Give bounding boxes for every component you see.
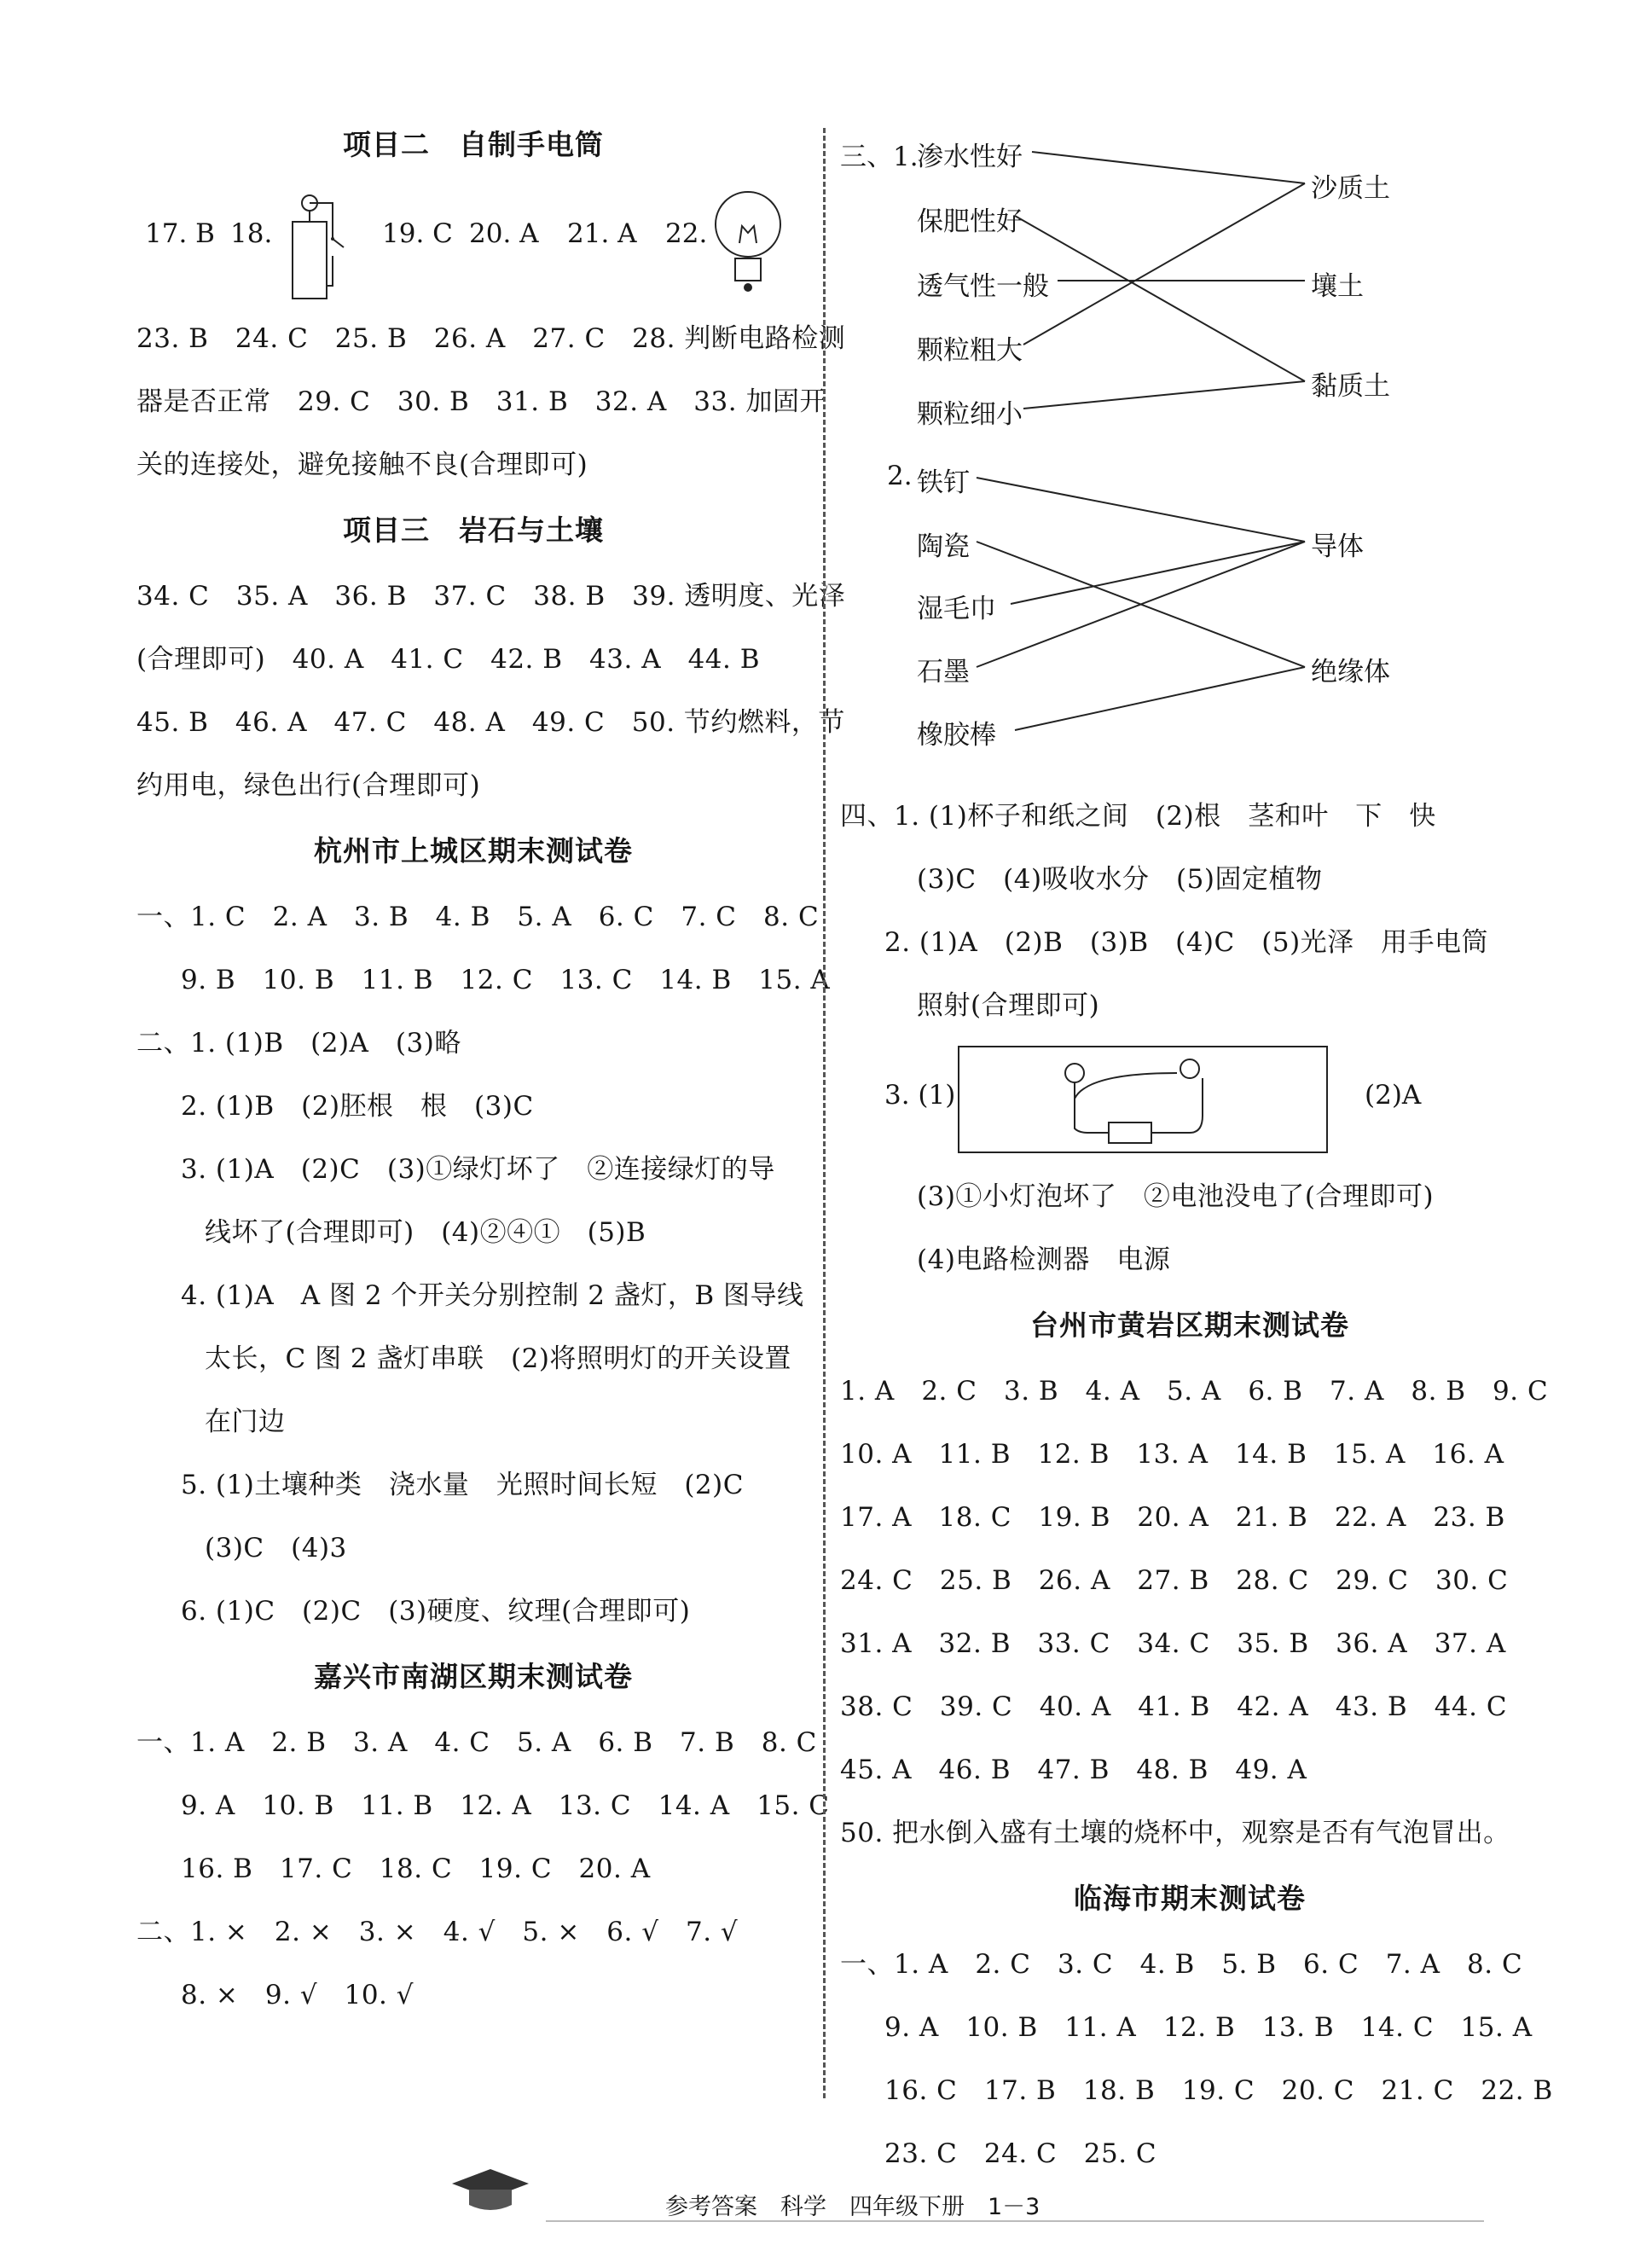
answer-line: 关的连接处，避免接触不良(合理即可) [136,450,588,480]
match-left-item: 湿毛巾 [917,594,996,624]
answer-line: 9. B 10. B 11. B 12. C 13. C 14. B 15. A [181,965,831,995]
answer-line: 34. C 35. A 36. B 37. C 38. B 39. 透明度、光泽 [136,581,846,612]
answer-line: 一、1. A 2. B 3. A 4. C 5. A 6. B 7. B 8. C [136,1727,817,1758]
section-heading-linhai: 临海市期末测试卷 [1074,1882,1306,1915]
answer-line: 3. (1)A (2)C (3)①绿灯坏了 ②连接绿灯的导 [181,1154,775,1185]
answer-line: 在门边 [205,1407,286,1437]
answer-line: 二、1. (1)B (2)A (3)略 [136,1028,461,1059]
section-heading-project2: 项目二 自制手电筒 [343,128,604,161]
answer-line: 2. (1)A (2)B (3)B (4)C (5)光泽 用手电筒 [884,927,1489,958]
match-left-item: 石墨 [917,657,970,687]
footer-rule [546,2220,1484,2222]
matching-soil: 三、1. 渗水性好 保肥性好 透气性一般 颗粒粗大 颗粒细小 沙质土 壤土 黏质土 [840,119,1539,461]
left-column [136,111,846,2027]
circuit-answer-row: 3. (1) (2)A [840,1037,1539,1165]
answer-line: (合理即可) 40. A 41. C 42. B 43. A 44. B [136,644,761,675]
match-right-item: 沙质土 [1311,173,1390,204]
footer-text: 参考答案 科学 四年级下册 1－3 [665,2194,1040,2220]
answer-line: 6. (1)C (2)C (3)硬度、纹理(合理即可) [181,1596,691,1627]
answer-line: 照射(合理即可) [917,990,1100,1021]
flashlight-circuit-diagram [269,188,371,307]
answer-line: 31. A 32. B 33. C 34. C 35. B 36. A 37. A [840,1628,1506,1659]
match-left-item: 渗水性好 [917,142,1023,172]
series-circuit-diagram [959,1047,1326,1152]
match-right-item: 导体 [1311,531,1364,562]
section-heading-jiaxing: 嘉兴市南湖区期末测试卷 [314,1660,633,1693]
answer-line: 17. A 18. C 19. B 20. A 21. B 22. A 23. B [840,1502,1505,1533]
answer-line: 一、1. C 2. A 3. B 4. B 5. A 6. C 7. C 8. C [136,902,820,932]
match-left-item: 透气性一般 [917,271,1049,302]
answer-line: 2. (1)B (2)胚根 根 (3)C [181,1091,534,1122]
matching-conductors: 2. 铁钉 陶瓷 湿毛巾 石墨 橡胶棒 导体 绝缘体 [840,461,1539,785]
answer-line: 9. A 10. B 11. A 12. B 13. B 14. C 15. A [884,2012,1533,2043]
answer-line: 1. A 2. C 3. B 4. A 5. A 6. B 7. A 8. B 9. C [840,1376,1549,1407]
answer-line: (3)①小灯泡坏了 ②电池没电了(合理即可) [917,1181,1435,1212]
answer-line: 16. B 17. C 18. C 19. C 20. A [181,1853,651,1884]
right-column [840,119,1553,2185]
answer-line: 45. A 46. B 47. B 48. B 49. A [840,1755,1307,1785]
answer-line: 二、1. × 2. × 3. × 4. √ 5. × 6. √ 7. √ [136,1917,739,1947]
answer-line: 8. × 9. √ 10. √ [181,1980,414,2010]
answer-line: 4. (1)A A 图 2 个开关分别控制 2 盏灯，B 图导线 [181,1280,804,1311]
match-left-item: 陶瓷 [917,531,970,562]
section-heading-project3: 项目三 岩石与土壤 [343,513,604,547]
answer-line: 23. C 24. C 25. C [884,2138,1157,2169]
answer-line: 24. C 25. B 26. A 27. B 28. C 29. C 30. C [840,1565,1509,1596]
match-left-item: 铁钉 [917,467,970,498]
answer-line: (4)电路检测器 电源 [917,1244,1171,1275]
answer-row-17-22: 17. B 18. 19. C 20. A 21. A 22. [136,179,810,307]
matching-lines-soil [840,119,1539,461]
answer-line: 太长，C 图 2 盏灯串联 (2)将照明灯的开关设置 [205,1343,791,1374]
match-right-item: 黏质土 [1311,371,1390,402]
answer-line: 约用电，绿色出行(合理即可) [136,770,481,801]
answer-line: 线坏了(合理即可) (4)②④① (5)B [205,1217,646,1248]
section-heading-taizhou: 台州市黄岩区期末测试卷 [1030,1308,1349,1342]
match-right-item: 绝缘体 [1311,657,1390,687]
match-right-item: 壤土 [1311,271,1364,302]
answer-line: 23. B 24. C 25. B 26. A 27. C 28. 判断电路检测 [136,323,846,354]
light-bulb-icon [710,183,786,303]
answer-line: 一、1. A 2. C 3. C 4. B 5. B 6. C 7. A 8. C [840,1949,1523,1980]
match-left-item: 颗粒粗大 [917,335,1023,366]
graduation-cap-icon [443,2162,537,2222]
answer-line: (3)C (4)吸收水分 (5)固定植物 [917,864,1323,895]
column-divider [823,128,826,2098]
answer-line: 四、1. (1)杯子和纸之间 (2)根 茎和叶 下 快 [840,801,1436,832]
page-footer [0,2188,1652,2222]
section-heading-hangzhou: 杭州市上城区期末测试卷 [314,834,633,867]
answer-line: 45. B 46. A 47. C 48. A 49. C 50. 节约燃料，节 [136,707,845,738]
match-left-item: 橡胶棒 [917,720,996,751]
answer-line: 50. 把水倒入盛有土壤的烧杯中，观察是否有气泡冒出。 [840,1818,1510,1848]
circuit-diagram-box [958,1046,1328,1153]
answer-line: (3)C (4)3 [205,1533,347,1563]
match-left-item: 颗粒细小 [917,399,1023,430]
answer-line: 10. A 11. B 12. B 13. A 14. B 15. A 16. A [840,1439,1504,1470]
match-left-item: 保肥性好 [917,206,1023,237]
matching-lines-conductors [840,461,1539,785]
answer-line: 5. (1)土壤种类 浇水量 光照时间长短 (2)C [181,1470,744,1500]
answer-line: 16. C 17. B 18. B 19. C 20. C 21. C 22. B [884,2075,1553,2106]
answer-line: 9. A 10. B 11. B 12. A 13. C 14. A 15. C [181,1790,830,1821]
answer-line: 38. C 39. C 40. A 41. B 42. A 43. B 44. C [840,1691,1508,1722]
answer-line: 器是否正常 29. C 30. B 31. B 32. A 33. 加固开 [136,386,826,417]
